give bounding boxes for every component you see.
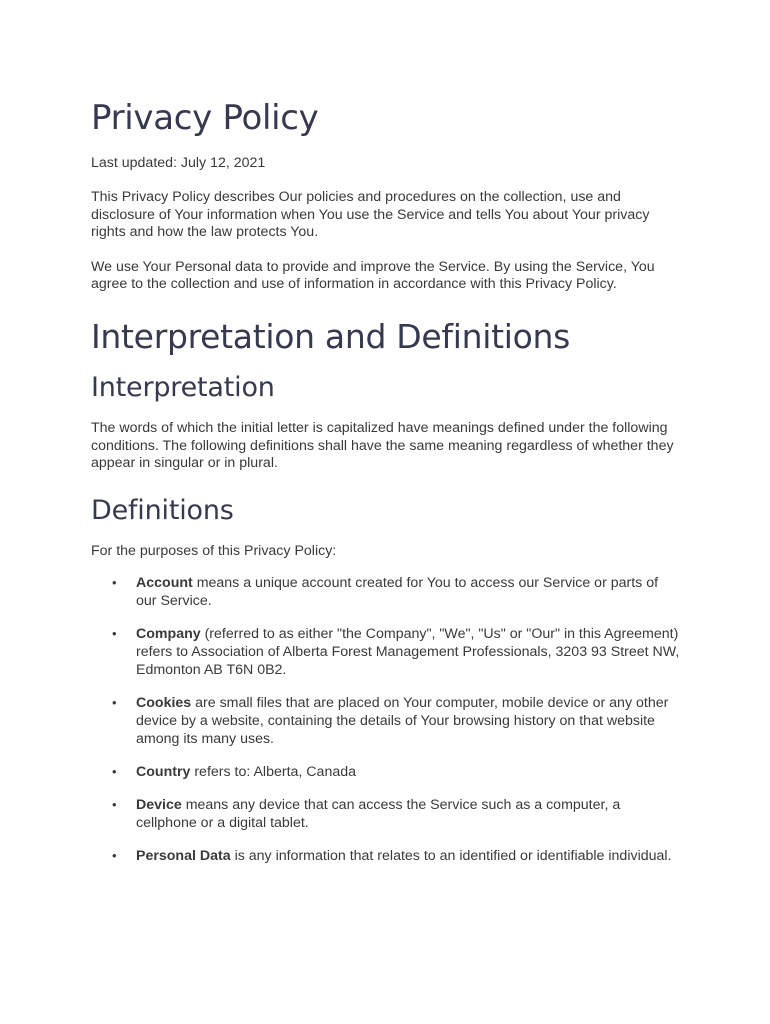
section-heading-interpretation-definitions: Interpretation and Definitions — [91, 316, 570, 356]
definition-text: means a unique account created for You to access our Service or parts of our Service. — [136, 575, 659, 610]
list-item — [91, 625, 681, 679]
intro-paragraph-1: This Privacy Policy describes Our policies and procedures on the collection, use and disclosure of Your information when You use the Service and tells You about Your privacy rights and how the law protects You. — [91, 189, 650, 241]
definitions-lead: For the purposes of this Privacy Policy: — [91, 542, 337, 559]
interpretation-paragraph: The words of which the initial letter is capitalized have meanings defined under the following conditions. The following definitions shall have the same meaning regardless of whether they appear in singular or in plural. — [91, 419, 674, 472]
bullet-icon: • — [112, 626, 117, 642]
definition-term: Country — [136, 764, 191, 781]
subheading-interpretation: Interpretation — [91, 371, 275, 403]
bullet-icon: • — [112, 797, 117, 813]
definition-text: is any information that relates to an identified or identifiable individual. — [230, 848, 672, 865]
intro-paragraph-2: We use Your Personal data to provide and improve the Service. By using the Service, You agree to the collection and use of information in accordance with this Privacy Policy. — [91, 258, 655, 293]
page-title: Privacy Policy — [91, 98, 319, 138]
definition-term: Account — [136, 575, 193, 592]
definitions-list — [91, 574, 681, 865]
definition-text: refers to: Alberta, Canada — [190, 764, 357, 781]
list-item — [91, 847, 681, 865]
definition-term: Cookies — [136, 695, 192, 712]
definition-text: means any device that can access the Service such as a computer, a cellphone or a digital tablet. — [136, 797, 621, 832]
definition-text: (referred to as either "the Company", "We", "Us" or "Our" in this Agreement) refers to Association of Alberta Forest Management Professionals, 3203 93 Street NW, Edmonton AB T6N 0B2. — [136, 626, 680, 679]
last-updated: Last updated: July 12, 2021 — [91, 155, 266, 171]
list-item — [91, 763, 681, 781]
bullet-icon: • — [112, 575, 117, 591]
bullet-icon: • — [112, 848, 117, 864]
definition-text: are small files that are placed on Your computer, mobile device or any other device by a website, containing the details of Your browsing history on that website among its many uses. — [136, 695, 669, 748]
list-item — [91, 574, 681, 610]
definition-term: Personal Data — [136, 848, 231, 865]
list-item — [91, 796, 681, 832]
definition-term: Device — [136, 797, 182, 814]
list-item — [91, 694, 681, 748]
bullet-icon: • — [112, 764, 117, 780]
bullet-icon: • — [112, 695, 117, 711]
subheading-definitions: Definitions — [91, 494, 234, 526]
document-page — [91, 96, 681, 880]
definition-term: Company — [136, 626, 201, 643]
